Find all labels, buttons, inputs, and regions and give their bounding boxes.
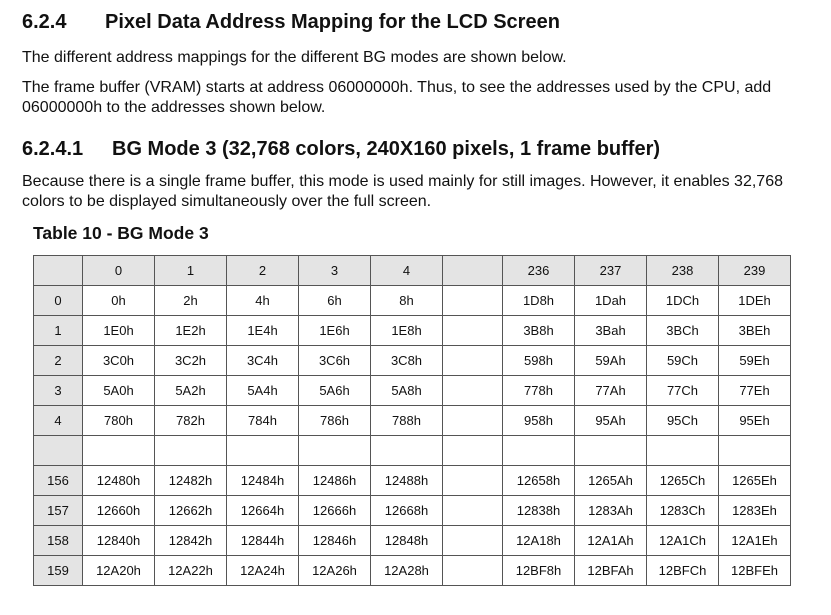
row-header: 2 — [34, 346, 83, 376]
address-cell — [443, 496, 503, 526]
column-header: 236 — [503, 256, 575, 286]
address-cell: 12664h — [227, 496, 299, 526]
address-cell: 0h — [83, 286, 155, 316]
address-cell: 59Ch — [647, 346, 719, 376]
address-cell: 12BFEh — [719, 556, 791, 586]
address-cell: 1Dah — [575, 286, 647, 316]
address-cell: 2h — [155, 286, 227, 316]
address-cell — [227, 436, 299, 466]
subsection-number: 6.2.4.1 — [22, 138, 84, 160]
subsection-title: BG Mode 3 (32,768 colors, 240X160 pixels, 1 frame buffer) — [112, 138, 661, 160]
address-cell: 3C4h — [227, 346, 299, 376]
address-cell: 3Bah — [575, 316, 647, 346]
bg-mode-3-address-table — [33, 255, 791, 586]
address-cell: 12A22h — [155, 556, 227, 586]
address-cell: 1DCh — [647, 286, 719, 316]
section-paragraph-2: The frame buffer (VRAM) starts at address 06000000h. Thus, to see the addresses used by the CPU, add 06000000h to the addresses shown below. — [22, 79, 772, 116]
address-cell: 77Ah — [575, 376, 647, 406]
address-cell: 12658h — [503, 466, 575, 496]
address-cell: 12488h — [371, 466, 443, 496]
address-cell: 12BF8h — [503, 556, 575, 586]
address-cell — [443, 466, 503, 496]
address-cell — [719, 436, 791, 466]
column-header: 237 — [575, 256, 647, 286]
address-cell: 95Ch — [647, 406, 719, 436]
section-paragraph-1: The different address mappings for the different BG modes are shown below. — [22, 49, 567, 66]
table-row — [34, 286, 791, 316]
address-cell: 1DEh — [719, 286, 791, 316]
address-cell — [575, 436, 647, 466]
address-cell: 958h — [503, 406, 575, 436]
address-cell — [299, 436, 371, 466]
row-header: 0 — [34, 286, 83, 316]
address-cell: 1283Eh — [719, 496, 791, 526]
section-number: 6.2.4 — [22, 11, 67, 33]
address-cell — [443, 406, 503, 436]
address-cell: 12662h — [155, 496, 227, 526]
address-cell: 1283Ch — [647, 496, 719, 526]
address-cell: 59Eh — [719, 346, 791, 376]
address-cell: 1D8h — [503, 286, 575, 316]
column-header: 1 — [155, 256, 227, 286]
section-title: Pixel Data Address Mapping for the LCD Screen — [105, 11, 560, 33]
address-cell — [443, 526, 503, 556]
column-header: 0 — [83, 256, 155, 286]
address-cell: 12848h — [371, 526, 443, 556]
address-cell: 3C2h — [155, 346, 227, 376]
address-cell: 12A20h — [83, 556, 155, 586]
address-cell: 3BEh — [719, 316, 791, 346]
address-cell: 3B8h — [503, 316, 575, 346]
address-cell: 95Eh — [719, 406, 791, 436]
address-cell: 786h — [299, 406, 371, 436]
address-cell — [83, 436, 155, 466]
table-caption: Table 10 - BG Mode 3 — [33, 223, 209, 243]
address-cell: 77Eh — [719, 376, 791, 406]
table-row — [34, 496, 791, 526]
address-cell — [443, 286, 503, 316]
address-cell: 12A26h — [299, 556, 371, 586]
address-cell: 12A18h — [503, 526, 575, 556]
address-cell: 12666h — [299, 496, 371, 526]
address-cell — [443, 376, 503, 406]
column-header — [443, 256, 503, 286]
table-row — [34, 556, 791, 586]
table-row — [34, 346, 791, 376]
row-header — [34, 436, 83, 466]
row-header: 159 — [34, 556, 83, 586]
column-header: 2 — [227, 256, 299, 286]
column-header: 239 — [719, 256, 791, 286]
table-row — [34, 316, 791, 346]
address-cell — [443, 556, 503, 586]
row-header: 158 — [34, 526, 83, 556]
address-cell — [443, 346, 503, 376]
column-header: 3 — [299, 256, 371, 286]
address-cell: 788h — [371, 406, 443, 436]
table-row — [34, 376, 791, 406]
address-cell: 12A28h — [371, 556, 443, 586]
section-heading — [22, 11, 560, 34]
address-cell: 1E0h — [83, 316, 155, 346]
address-cell — [503, 436, 575, 466]
address-cell: 3C8h — [371, 346, 443, 376]
address-cell: 3C6h — [299, 346, 371, 376]
address-cell: 784h — [227, 406, 299, 436]
table-corner-cell — [34, 256, 83, 286]
row-header: 156 — [34, 466, 83, 496]
address-cell: 5A4h — [227, 376, 299, 406]
address-cell: 1E8h — [371, 316, 443, 346]
address-cell: 77Ch — [647, 376, 719, 406]
address-cell: 59Ah — [575, 346, 647, 376]
address-cell: 782h — [155, 406, 227, 436]
address-cell: 8h — [371, 286, 443, 316]
column-header: 238 — [647, 256, 719, 286]
address-cell — [155, 436, 227, 466]
address-cell: 5A6h — [299, 376, 371, 406]
table-row — [34, 406, 791, 436]
address-cell: 12A1Ch — [647, 526, 719, 556]
address-cell: 12486h — [299, 466, 371, 496]
address-cell: 5A2h — [155, 376, 227, 406]
address-cell: 12484h — [227, 466, 299, 496]
address-cell: 5A0h — [83, 376, 155, 406]
address-cell: 12842h — [155, 526, 227, 556]
address-cell — [443, 436, 503, 466]
address-cell: 12A1Ah — [575, 526, 647, 556]
address-cell: 1283Ah — [575, 496, 647, 526]
address-cell: 1E6h — [299, 316, 371, 346]
address-cell: 3BCh — [647, 316, 719, 346]
address-cell: 1E2h — [155, 316, 227, 346]
address-cell: 12660h — [83, 496, 155, 526]
address-cell: 6h — [299, 286, 371, 316]
subsection-paragraph: Because there is a single frame buffer, this mode is used mainly for still images. However, it enables 32,768 colors to be displayed simultaneously over the full screen. — [22, 173, 783, 210]
address-cell: 12668h — [371, 496, 443, 526]
address-cell: 598h — [503, 346, 575, 376]
address-cell: 1265Eh — [719, 466, 791, 496]
address-cell: 12480h — [83, 466, 155, 496]
address-cell: 12A1Eh — [719, 526, 791, 556]
address-cell: 5A8h — [371, 376, 443, 406]
address-cell: 12846h — [299, 526, 371, 556]
address-cell: 12482h — [155, 466, 227, 496]
address-cell: 4h — [227, 286, 299, 316]
address-cell: 1265Ch — [647, 466, 719, 496]
address-cell: 12BFCh — [647, 556, 719, 586]
address-cell: 12A24h — [227, 556, 299, 586]
address-cell — [647, 436, 719, 466]
address-cell: 12838h — [503, 496, 575, 526]
row-header: 1 — [34, 316, 83, 346]
address-cell: 12844h — [227, 526, 299, 556]
address-cell: 95Ah — [575, 406, 647, 436]
row-header: 3 — [34, 376, 83, 406]
subsection-heading — [22, 138, 660, 161]
table-row — [34, 466, 791, 496]
address-cell — [371, 436, 443, 466]
column-header: 4 — [371, 256, 443, 286]
address-cell — [443, 316, 503, 346]
table-row — [34, 436, 791, 466]
address-cell: 12840h — [83, 526, 155, 556]
row-header: 157 — [34, 496, 83, 526]
table-row — [34, 526, 791, 556]
address-cell: 780h — [83, 406, 155, 436]
address-cell: 3C0h — [83, 346, 155, 376]
address-cell: 1E4h — [227, 316, 299, 346]
address-cell: 12BFAh — [575, 556, 647, 586]
row-header: 4 — [34, 406, 83, 436]
address-cell: 778h — [503, 376, 575, 406]
table-header-row — [34, 256, 791, 286]
address-cell: 1265Ah — [575, 466, 647, 496]
